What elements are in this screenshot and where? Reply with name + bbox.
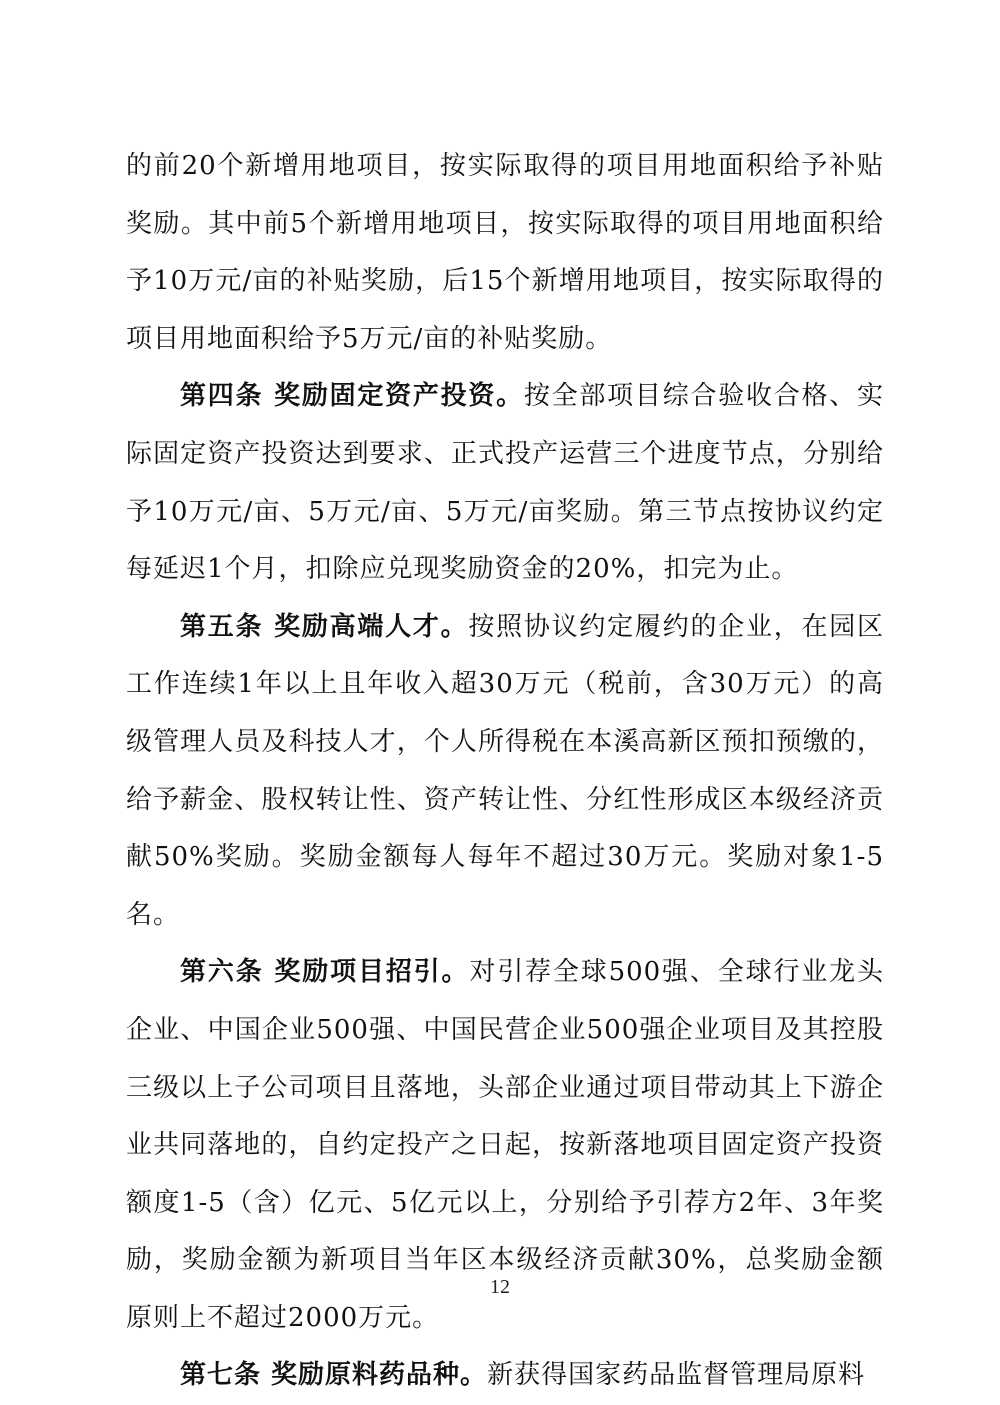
article-4 bbox=[126, 368, 884, 598]
paragraph-continuation bbox=[126, 138, 884, 368]
article-heading: 第六条 奖励项目招引。 bbox=[180, 957, 470, 988]
article-text: 按照协议约定履约的企业，在园区工作连续1年以上且年收入超30万元（税前，含30万元）的高级管理人员及科技人才，个人所得税在本溪高新区预扣预缴的，给予薪金、股权转让性、资产转让性、分红性形成区本级经济贡献50%奖励。奖励金额每人每年不超过30万元。奖励对象1-5名。 bbox=[126, 611, 884, 930]
article-text: 新获得国家药品监督管理局原料 bbox=[487, 1360, 866, 1391]
article-text: 对引荐全球500强、全球行业龙头企业、中国企业500强、中国民营企业500强企业项目及其控股三级以上子公司项目且落地，头部企业通过项目带动其上下游企业共同落地的，自约定投产之日起，按新落地项目固定资产投资额度1-5（含）亿元、5亿元以上，分别给予引荐方2年、3年奖励，奖励金额为新项目当年区本级经济贡献30%，总奖励金额原则上不超过2000万元。 bbox=[126, 957, 884, 1333]
article-heading: 第七条 奖励原料药品种。 bbox=[180, 1360, 488, 1391]
article-5 bbox=[126, 599, 884, 945]
article-7 bbox=[126, 1347, 884, 1405]
article-heading: 第五条 奖励高端人才。 bbox=[180, 611, 469, 642]
page-number: 12 bbox=[490, 1276, 510, 1298]
document-body bbox=[126, 138, 884, 1405]
paragraph-text: 的前20个新增用地项目，按实际取得的项目用地面积给予补贴奖励。其中前5个新增用地项目，按实际取得的项目用地面积给予10万元/亩的补贴奖励，后15个新增用地项目，按实际取得的项目用地面积给予5万元/亩的补贴奖励。 bbox=[126, 151, 884, 354]
article-text: 按全部项目综合验收合格、实际固定资产投资达到要求、正式投产运营三个进度节点，分别给予10万元/亩、5万元/亩、5万元/亩奖励。第三节点按协议约定每延迟1个月，扣除应兑现奖励资金的20%，扣完为止。 bbox=[126, 381, 884, 585]
article-heading: 第四条 奖励固定资产投资。 bbox=[180, 381, 524, 412]
